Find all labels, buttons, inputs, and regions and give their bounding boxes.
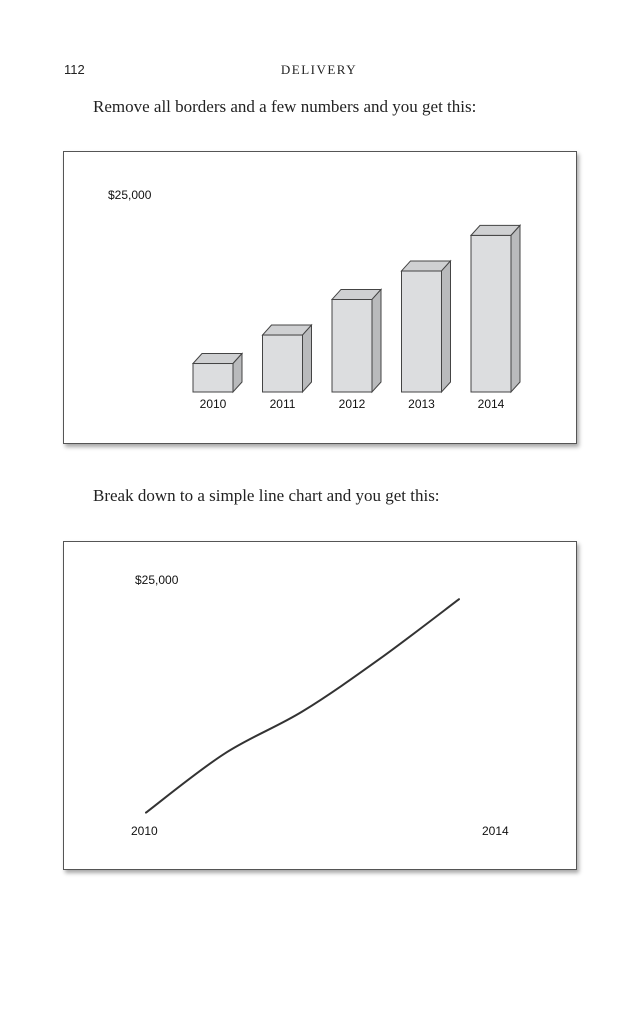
bar-front-face	[332, 299, 372, 392]
bar-chart-y-top-label: $25,000	[108, 188, 152, 202]
bar-chart	[64, 152, 576, 443]
bar-x-label: 2010	[199, 397, 227, 411]
bar-2012	[332, 289, 381, 392]
line-chart-y-top-label: $25,000	[135, 573, 179, 587]
running-head: DELIVERY	[280, 62, 358, 77]
bar-x-label: 2014	[477, 397, 505, 411]
bar-x-label: 2012	[338, 397, 366, 411]
paragraph-intro-line: Break down to a simple line chart and you get this:	[93, 486, 440, 505]
bar-side-face	[511, 225, 520, 392]
bar-2010	[193, 354, 242, 392]
bar-x-label: 2013	[408, 397, 435, 411]
paragraph-intro-bar: Remove all borders and a few numbers and you get this:	[93, 97, 477, 116]
bar-2011	[263, 325, 312, 392]
line-chart	[64, 542, 576, 869]
bar-front-face	[193, 364, 233, 392]
bar-front-face	[471, 235, 511, 392]
bar-side-face	[442, 261, 451, 392]
line-series	[146, 599, 459, 812]
bar-2013	[402, 261, 451, 392]
line-chart-figure	[63, 541, 577, 870]
bar-front-face	[263, 335, 303, 392]
bar-x-label: 2011	[269, 397, 296, 411]
bar-2014	[471, 225, 520, 392]
line-chart-x-end-label: 2014	[482, 824, 509, 838]
bar-front-face	[402, 271, 442, 392]
page-number: 112	[64, 62, 85, 77]
line-chart-x-start-label: 2010	[131, 824, 158, 838]
bar-side-face	[372, 289, 381, 392]
bar-chart-figure	[63, 151, 577, 444]
bar-side-face	[303, 325, 312, 392]
